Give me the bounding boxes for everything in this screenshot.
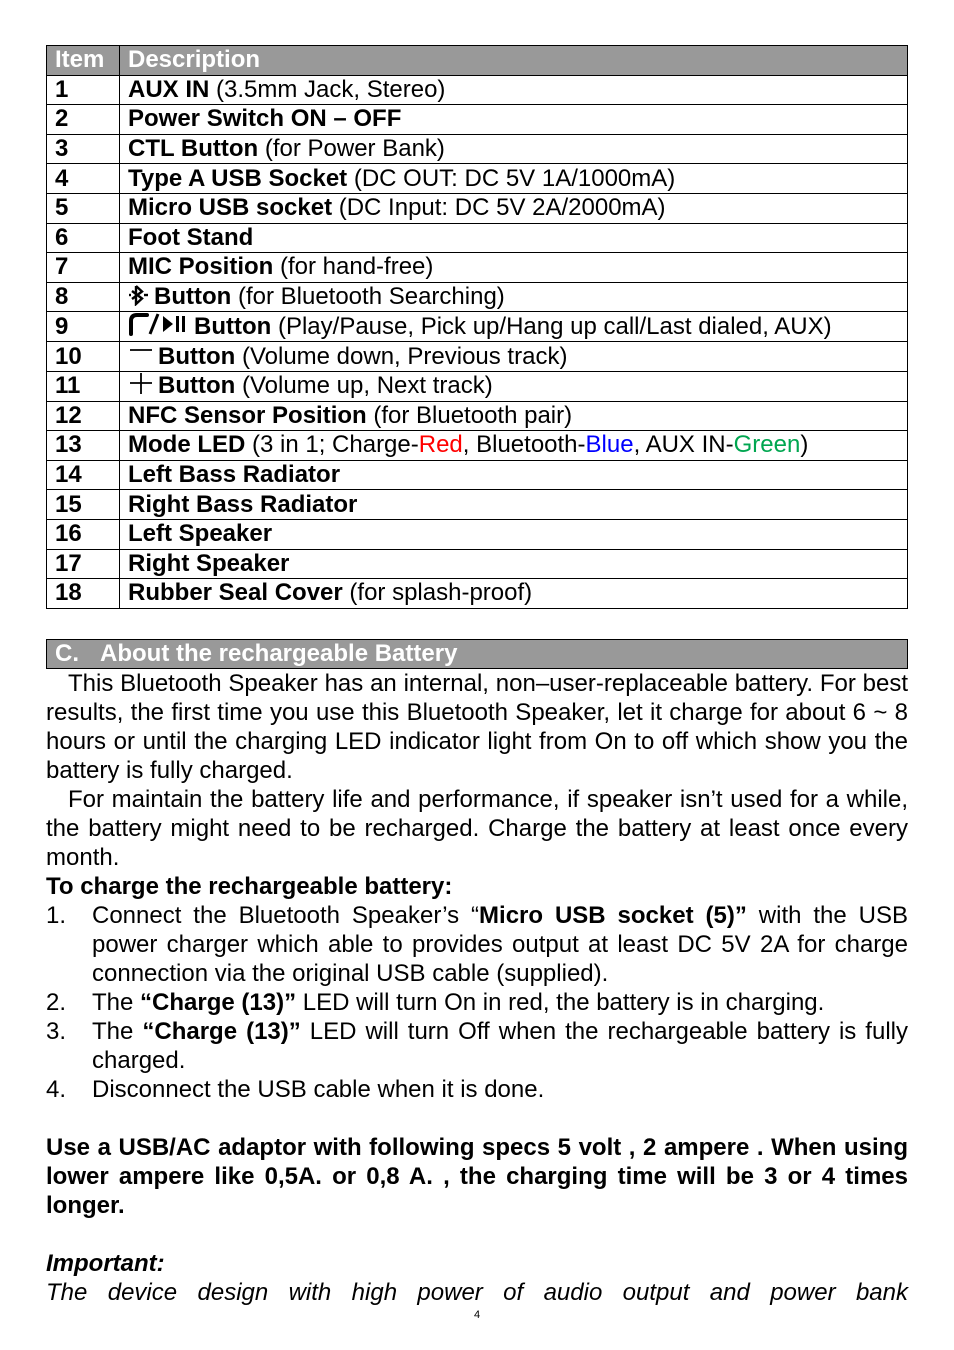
row-label: Mode LED bbox=[128, 431, 246, 459]
step-number: 2. bbox=[46, 988, 67, 1016]
row-label: Button bbox=[158, 342, 236, 370]
step-number: 3. bbox=[46, 1017, 67, 1045]
important-text: The device design with high power of audio output and power bank bbox=[46, 1278, 908, 1306]
row-detail: ) bbox=[800, 431, 809, 459]
row-number: 9 bbox=[47, 312, 120, 342]
row-number: 7 bbox=[47, 253, 120, 283]
row-detail: (DC Input: DC 5V 2A/2000mA) bbox=[332, 194, 666, 222]
step-number: 1. bbox=[46, 901, 67, 929]
row-number: 15 bbox=[47, 490, 120, 520]
row-number: 5 bbox=[47, 193, 120, 223]
table-row bbox=[47, 223, 908, 253]
header-item: Item bbox=[47, 46, 120, 76]
row-label: Right Speaker bbox=[128, 549, 290, 577]
row-description bbox=[120, 253, 908, 283]
charge-steps-list bbox=[46, 901, 908, 1104]
row-number: 4 bbox=[47, 164, 120, 194]
row-description bbox=[120, 401, 908, 431]
table-row bbox=[47, 164, 908, 194]
table-row bbox=[47, 342, 908, 372]
body-paragraph: This Bluetooth Speaker has an internal, non–user-replaceable battery. For best results, the first time you use this Bluetooth Speaker, let it charge for about 6 ~ 8 hours or until the charging LED indicator light from On to off which show you the battery is fully charged. bbox=[46, 669, 908, 784]
row-description bbox=[120, 193, 908, 223]
item-description-table bbox=[46, 45, 908, 609]
row-description bbox=[120, 579, 908, 609]
row-label: MIC Position bbox=[128, 253, 274, 281]
step-emphasis: “Charge (13)” bbox=[142, 1017, 301, 1045]
table-row bbox=[47, 490, 908, 520]
list-item bbox=[46, 1075, 908, 1104]
row-label: AUX IN bbox=[128, 75, 210, 103]
plus-icon bbox=[128, 373, 154, 395]
document-page bbox=[46, 45, 908, 1307]
row-detail: (DC OUT: DC 5V 1A/1000mA) bbox=[347, 164, 676, 192]
row-detail: (for hand-free) bbox=[273, 253, 434, 281]
row-number: 6 bbox=[47, 223, 120, 253]
row-number: 17 bbox=[47, 549, 120, 579]
row-label: Right Bass Radiator bbox=[128, 490, 358, 518]
row-description bbox=[120, 371, 908, 401]
step-emphasis: “Charge (13)” bbox=[140, 988, 297, 1016]
table-header-row bbox=[47, 46, 908, 76]
row-description bbox=[120, 164, 908, 194]
row-number: 16 bbox=[47, 519, 120, 549]
led-color-red: Red bbox=[418, 431, 463, 459]
row-detail: (Volume up, Next track) bbox=[235, 372, 493, 400]
row-description bbox=[120, 312, 908, 342]
row-number: 14 bbox=[47, 460, 120, 490]
row-label: Rubber Seal Cover bbox=[128, 579, 343, 607]
row-number: 18 bbox=[47, 579, 120, 609]
row-number: 2 bbox=[47, 105, 120, 135]
row-label: Micro USB socket bbox=[128, 194, 333, 222]
step-text: LED will turn On in red, the battery is in charging. bbox=[296, 988, 825, 1016]
row-description bbox=[120, 519, 908, 549]
row-number: 8 bbox=[47, 282, 120, 312]
row-label: Power Switch ON – OFF bbox=[128, 105, 402, 133]
step-text: LED will turn Off when the rechargeable battery is fully charged. bbox=[92, 1017, 908, 1074]
section-title: About the rechargeable Battery bbox=[100, 639, 458, 667]
row-number: 10 bbox=[47, 342, 120, 372]
row-detail: , AUX IN- bbox=[633, 431, 734, 459]
table-row bbox=[47, 312, 908, 342]
row-detail: (for Power Bank) bbox=[258, 135, 445, 163]
important-label: Important: bbox=[46, 1249, 165, 1277]
row-detail: (Volume down, Previous track) bbox=[235, 342, 568, 370]
row-description bbox=[120, 105, 908, 135]
row-label: Foot Stand bbox=[128, 223, 254, 251]
bluetooth-icon bbox=[128, 284, 150, 306]
row-detail: , Bluetooth- bbox=[462, 431, 586, 459]
table-row bbox=[47, 75, 908, 105]
table-row bbox=[47, 105, 908, 135]
table-row bbox=[47, 460, 908, 490]
row-description bbox=[120, 134, 908, 164]
step-text: with the USB power charger which able to provides output at least DC 5V 2A for charge connection via the original USB cable (supplied). bbox=[92, 901, 909, 987]
body-paragraph: For maintain the battery life and performance, if speaker isn’t used for a while, the battery might need to be recharged. Charge the battery at least once every month. bbox=[46, 785, 908, 871]
row-description bbox=[120, 75, 908, 105]
row-number: 12 bbox=[47, 401, 120, 431]
row-detail: (for Bluetooth Searching) bbox=[231, 283, 505, 311]
row-description bbox=[120, 282, 908, 312]
row-description bbox=[120, 549, 908, 579]
row-detail: (for Bluetooth pair) bbox=[366, 401, 573, 429]
minus-icon bbox=[128, 344, 154, 366]
row-description bbox=[120, 223, 908, 253]
section-heading bbox=[46, 639, 908, 669]
step-number: 4. bbox=[46, 1075, 67, 1103]
row-description bbox=[120, 490, 908, 520]
row-description bbox=[120, 342, 908, 372]
row-number: 1 bbox=[47, 75, 120, 105]
row-detail: (Play/Pause, Pick up/Hang up call/Last dialed, AUX) bbox=[271, 313, 832, 341]
page-number: 4 bbox=[473, 1309, 481, 1321]
header-description: Description bbox=[120, 46, 908, 76]
step-text: Connect the Bluetooth Speaker’s “ bbox=[92, 901, 480, 929]
row-label: Button bbox=[194, 313, 272, 341]
table-row bbox=[47, 549, 908, 579]
led-color-green: Green bbox=[733, 431, 801, 459]
row-label: Button bbox=[158, 372, 236, 400]
table-row bbox=[47, 134, 908, 164]
table-row bbox=[47, 193, 908, 223]
led-color-blue: Blue bbox=[585, 431, 634, 459]
step-text: The bbox=[92, 988, 141, 1016]
table-row bbox=[47, 253, 908, 283]
table-row bbox=[47, 401, 908, 431]
row-label: Left Speaker bbox=[128, 520, 273, 548]
list-item bbox=[46, 988, 908, 1017]
table-row bbox=[47, 579, 908, 609]
phone-play-pause-icon bbox=[128, 312, 190, 336]
row-detail: (3 in 1; Charge- bbox=[245, 431, 419, 459]
row-label: Left Bass Radiator bbox=[128, 461, 341, 489]
table-row bbox=[47, 282, 908, 312]
step-text: The bbox=[92, 1017, 143, 1045]
row-label: Type A USB Socket bbox=[128, 164, 348, 192]
table-row bbox=[47, 371, 908, 401]
row-number: 3 bbox=[47, 134, 120, 164]
row-description bbox=[120, 431, 908, 461]
row-number: 11 bbox=[47, 371, 120, 401]
list-item bbox=[46, 1017, 908, 1075]
row-detail: (3.5mm Jack, Stereo) bbox=[209, 75, 446, 103]
row-label: Button bbox=[154, 283, 232, 311]
step-text: Disconnect the USB cable when it is done. bbox=[92, 1075, 545, 1103]
row-description bbox=[120, 460, 908, 490]
row-label: NFC Sensor Position bbox=[128, 401, 367, 429]
table-row bbox=[47, 431, 908, 461]
section-letter: C. bbox=[55, 639, 79, 667]
row-detail: (for splash-proof) bbox=[342, 579, 533, 607]
row-number: 13 bbox=[47, 431, 120, 461]
step-emphasis: Micro USB socket (5)” bbox=[479, 901, 747, 929]
charge-heading: To charge the rechargeable battery: bbox=[46, 872, 453, 900]
adaptor-warning: Use a USB/AC adaptor with following specs 5 volt , 2 ampere . When using lower ampere like 0,5A. or 0,8 A. , the charging time will be 3 or 4 times longer. bbox=[46, 1133, 908, 1219]
row-label: CTL Button bbox=[128, 135, 259, 163]
list-item bbox=[46, 901, 908, 988]
table-row bbox=[47, 519, 908, 549]
